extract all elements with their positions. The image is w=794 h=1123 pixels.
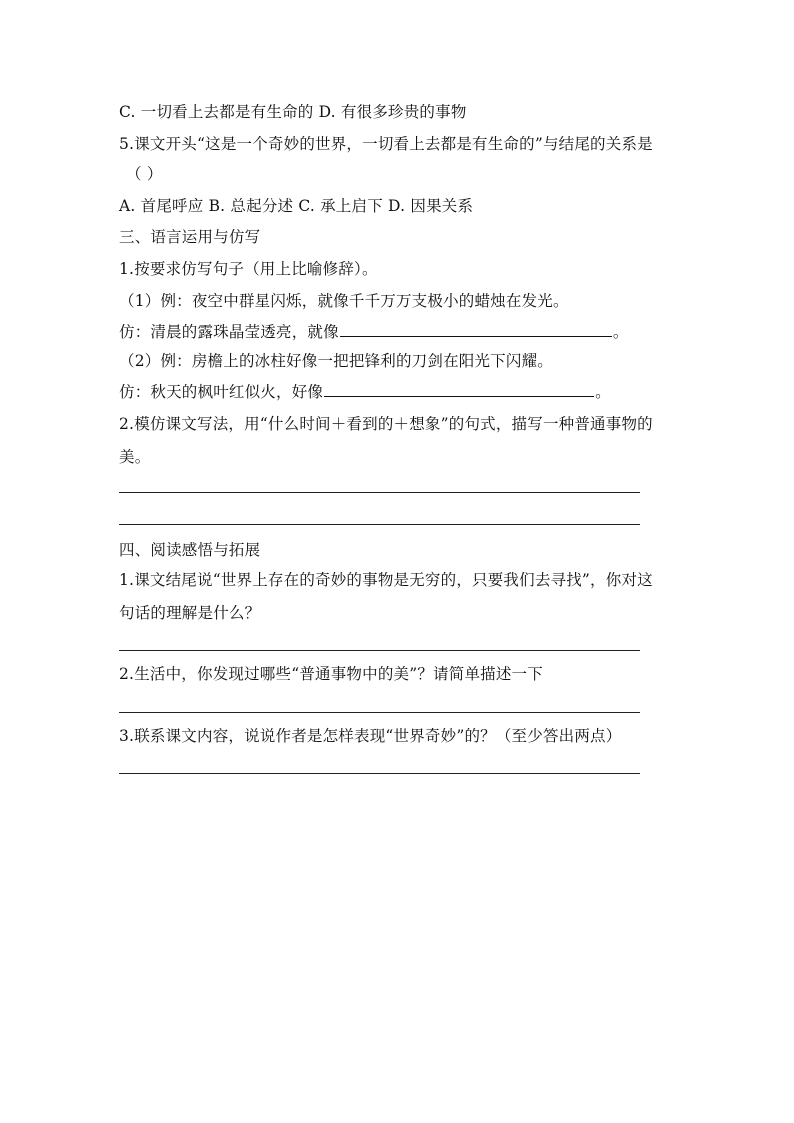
imitation-2-end: 。 [595,383,611,401]
question-5-options: A. 首尾呼应 B. 总起分述 C. 承上启下 D. 因果关系 [119,197,474,215]
section-3-title: 三、语言运用与仿写 [119,228,261,246]
question-4-options-cd: C. 一切看上去都是有生命的 D. 有很多珍贵的事物 [119,103,467,121]
question-5-text: 5.课文开头“这是一个奇妙的世界，一切看上去都是有生命的”与结尾的关系是 [119,135,653,153]
section-3-q2-answer-line-1[interactable] [119,492,640,493]
section-4-q1-answer-line[interactable] [119,650,640,651]
section-4-q3-answer-line[interactable] [119,773,640,774]
imitation-2-blank[interactable] [324,382,594,397]
imitation-2-prefix: 仿：秋天的枫叶红似火，好像 [119,383,324,401]
section-3-q1-imitation-1 [119,322,629,342]
section-4-question-1-line-2: 句话的理解是什么？ [119,604,261,622]
imitation-1-end: 。 [612,323,629,341]
section-3-q1-imitation-2 [119,382,611,402]
section-4-question-1-line-1: 1.课文结尾说“世界上存在的奇妙的事物是无穷的，只要我们去寻找”，你对这 [119,571,653,589]
section-3-question-2-line-2: 美。 [119,448,151,466]
section-3-question-2-line-1: 2.模仿课文写法，用“什么时间＋看到的＋想象”的句式，描写一种普通事物的 [119,415,653,433]
imitation-1-prefix: 仿：清晨的露珠晶莹透亮，就像 [119,323,339,341]
section-3-question-1: 1.按要求仿写句子（用上比喻修辞）。 [119,260,378,278]
section-4-title: 四、阅读感悟与拓展 [119,541,261,559]
section-4-question-2: 2.生活中，你发现过哪些“普通事物中的美”？请简单描述一下 [119,665,543,683]
section-4-question-3: 3.联系课文内容，说说作者是怎样表现“世界奇妙”的？（至少答出两点） [119,727,622,745]
section-3-q1-example-2: （2）例：房檐上的冰柱好像一把把锋利的刀剑在阳光下闪耀。 [119,352,553,370]
section-3-q1-example-1: （1）例：夜空中群星闪烁，就像千千万万支极小的蜡烛在发光。 [119,292,569,310]
section-4-q2-answer-line[interactable] [119,712,640,713]
imitation-1-blank[interactable] [340,322,612,337]
section-3-q2-answer-line-2[interactable] [119,524,640,525]
question-5-answer-bracket: （ ） [126,165,163,183]
